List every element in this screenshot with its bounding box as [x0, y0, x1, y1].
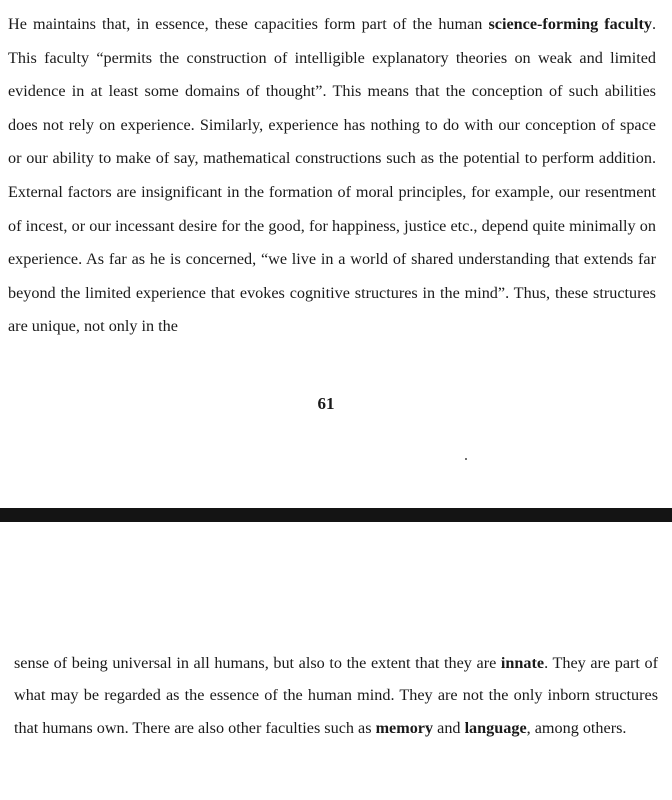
bold-term-innate: innate	[500, 654, 545, 672]
bold-term-memory: memory	[375, 718, 434, 737]
text-segment: , among others.	[526, 718, 627, 737]
bold-term-language: language	[464, 718, 527, 737]
text-segment: . This faculty “permits the construction of intelligible explanatory theories on weak and limited evidence in at least some domains of thought”. This means that the conception of such abilities does not rely on experience. Similarly, experience has nothing to do with our conception of space or our ability to make of say, mathematical constructions such as the potential to perform addition. External factors are insignificant in the formation of moral principles, for example, our resentment of incest, or our incessant desire for the good, for happiness, justice etc., depend quite minimally on experience. As far as he is concerned, “we live in a world of shared understanding that extends far beyond the limited experience that evokes cognitive structures in the mind”. Thus, these structures are unique, not only in the	[8, 15, 656, 336]
body-paragraph-bottom	[14, 647, 658, 744]
scan-speck	[465, 458, 467, 460]
text-segment: sense of being universal in all humans, but also to the extent that they are	[14, 654, 501, 672]
bold-term-science-forming-faculty: science-forming faculty	[488, 15, 652, 33]
text-segment: . They are part of what may be regarded as the essence of the human mind. They are not the only inborn structures that humans own. There are also other faculties such as	[14, 654, 658, 737]
text-segment: He maintains that, in essence, these capacities form part of the human	[8, 15, 489, 33]
page-break-bar	[0, 508, 672, 522]
body-paragraph-top	[8, 8, 656, 344]
text-segment: and	[433, 718, 465, 737]
page-number: 61	[317, 394, 335, 413]
